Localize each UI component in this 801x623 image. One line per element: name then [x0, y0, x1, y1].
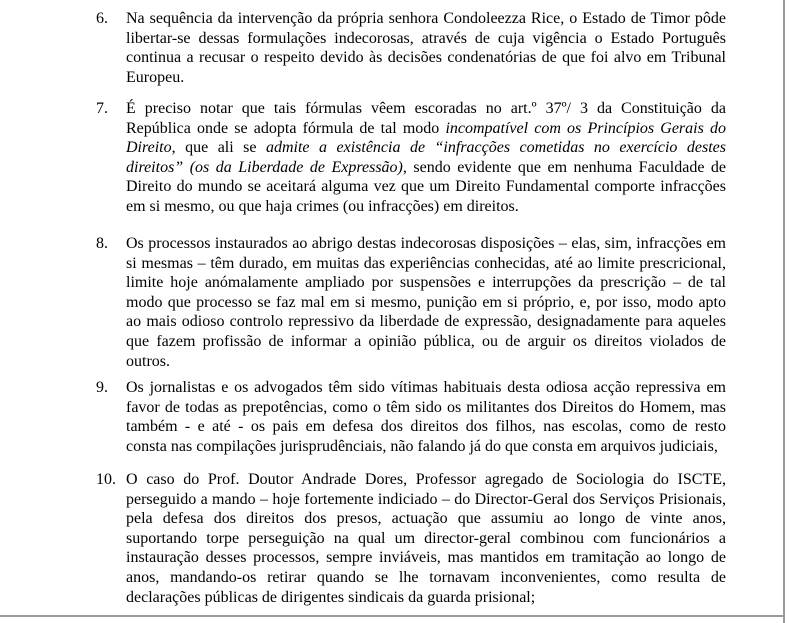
- paragraph-number: 7.: [96, 100, 108, 117]
- italic-run: direitos” (os da Liberdade de Expressão): [126, 158, 403, 176]
- text-line: consta nas compilações jurisprudênciais, não falando já do que consta em arquivos judiciais,: [126, 437, 718, 455]
- text-line: O caso do Prof. Doutor Andrade Dores, Professor agregado de Sociologia do ISCTE,: [126, 471, 726, 488]
- paragraph-number: 10.: [96, 471, 116, 488]
- text-line: modo que processo se faz mal em si mesmo, punição em si próprio, e, por isso, modo apto: [126, 293, 726, 311]
- text-line: instauração desses processos, sempre inviáveis, mas mantidos em tramitação ao longo de: [126, 549, 726, 567]
- text-line: ao mais odioso controlo repressivo da liberdade de expressão, designadamente para aqueles: [126, 313, 726, 331]
- text-line: É preciso notar que tais fórmulas vêem escoradas no art.º 37º/ 3 da Constituição da: [126, 100, 726, 117]
- text-line: também - e até - os pais em defesa dos direitos dos filhos, nas escolas, como de resto: [126, 418, 726, 436]
- text-run: , que ali se: [171, 139, 266, 157]
- text-line: libertar-se dessas formulações indecorosas, através de cuja vigência o Estado Português: [126, 29, 726, 47]
- text-run: , sendo evidente que em nenhuma Faculdade de: [402, 158, 726, 176]
- paragraph-text: [126, 470, 726, 607]
- italic-run: Direito: [126, 139, 172, 157]
- text-line-mixed: [126, 138, 726, 158]
- paragraph-number: 6.: [96, 10, 108, 27]
- text-line-mixed: [126, 158, 726, 178]
- paragraph-number: 8.: [96, 235, 108, 252]
- text-line: perseguido a mando – hoje fortemente indiciado – do Director-Geral dos Serviços Prisionais,: [126, 490, 726, 508]
- text-line: suportando torpe perseguição na qual um director-geral combinou com funcionários a: [126, 529, 726, 547]
- italic-run: incompatível com os Princípios Gerais do: [445, 119, 726, 137]
- text-line-mixed: [126, 119, 726, 139]
- text-line: Na sequência da intervenção da própria senhora Condoleezza Rice, o Estado de Timor pôde: [126, 10, 726, 27]
- paragraph-text: [126, 378, 726, 456]
- paragraph-number: 9.: [96, 379, 108, 396]
- text-line: si mesmas – têm durado, em muitas das experiências conhecidas, até ao limite prescricional,: [126, 254, 726, 272]
- text-line: Europeu.: [126, 68, 185, 86]
- text-line: Os jornalistas e os advogados têm sido vítimas habituais desta odiosa acção repressiva em: [126, 379, 726, 396]
- italic-run: admite a existência de “infracções cometidas no exercício destes: [265, 139, 726, 157]
- text-line: Os processos instaurados ao abrigo destas indecorosas disposições – elas, sim, infracções em: [126, 235, 726, 252]
- text-line: declarações públicas de dirigentes sindicais da guarda prisional;: [126, 588, 536, 606]
- text-line: Direito do mundo se aceitará alguma vez que um Direito Fundamental comporte infracções: [126, 178, 726, 196]
- text-line: em si mesmo, ou que haja crimes (ou infracções) em direitos.: [126, 197, 519, 215]
- text-run: República onde se adopta fórmula de tal modo: [126, 119, 446, 137]
- text-line: outros.: [126, 352, 170, 370]
- paragraph-text: [126, 9, 726, 87]
- paragraph-text: [126, 99, 726, 217]
- text-line: pela defesa dos direitos dos presos, actuação que assumiu ao longo de vinte anos,: [126, 510, 726, 528]
- text-line: que fazem profissão de informar a opinião pública, ou de arguir os direitos violados de: [126, 332, 726, 350]
- page-border-bottom: [0, 615, 785, 617]
- text-line: limite hoje anómalamente ampliado por suspensões e interrupções da prescrição – de tal: [126, 274, 726, 292]
- text-line: anos, mandando-os retirar quando se lhe tornavam inconvenientes, como resulta de: [126, 568, 726, 586]
- scan-margin: [785, 0, 801, 623]
- text-line: favor de todas as prepotências, como o têm sido os militantes dos Direitos do Homem, mas: [126, 398, 726, 416]
- text-line: continua a recusar o respeito devido às decisões condenatórias de que foi alvo em Tribunal: [126, 49, 726, 67]
- paragraph-text: [126, 234, 726, 371]
